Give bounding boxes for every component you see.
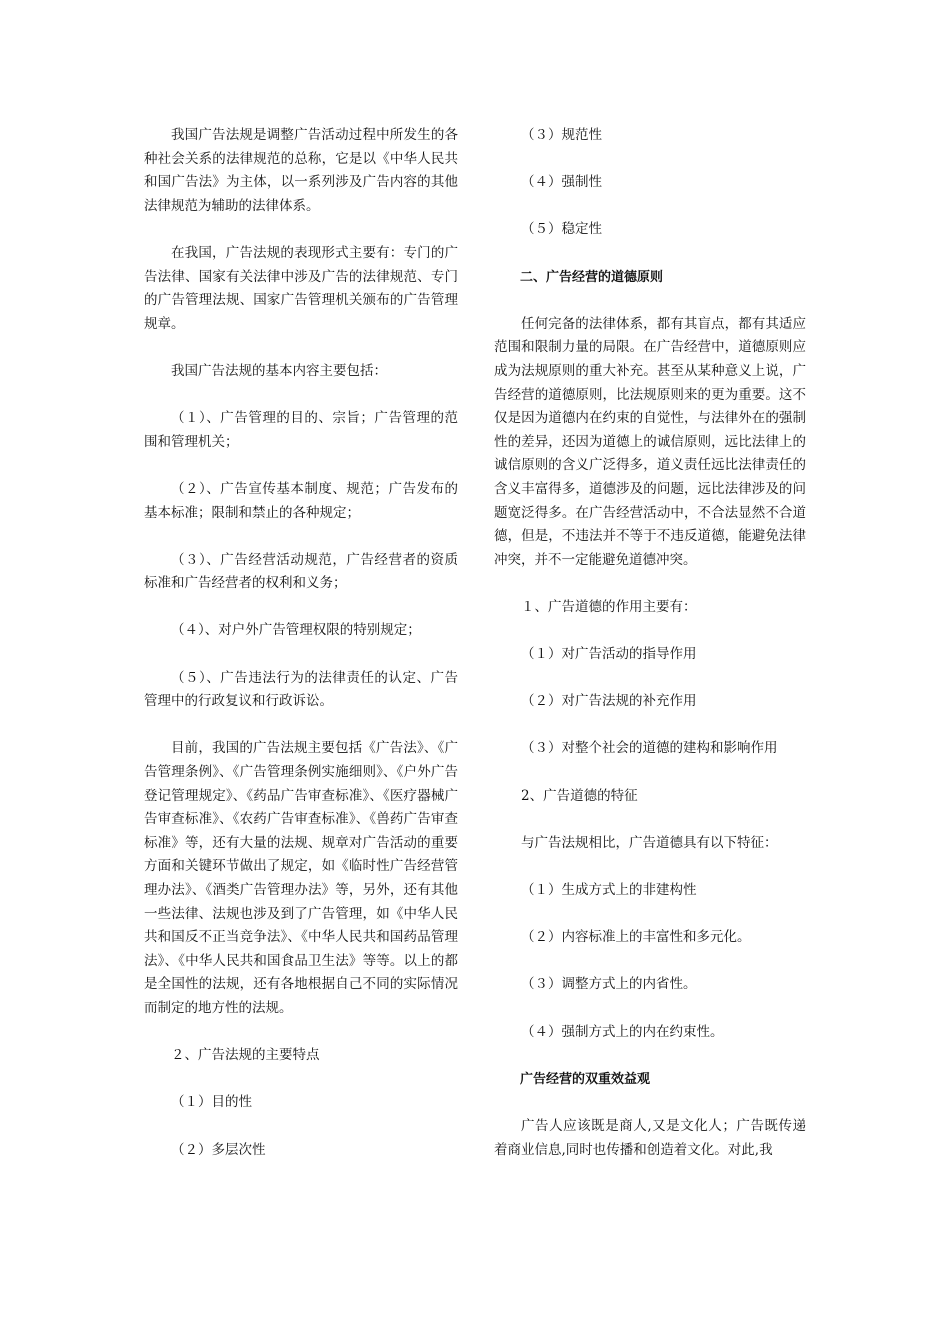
section-title: ２、广告法规的主要特点 xyxy=(171,1047,320,1064)
section-heading: 二、广告经营的道德原则 xyxy=(520,269,664,285)
list-item: （１）、广告管理的目的、宗旨；广告管理的范围和管理机关； xyxy=(144,410,458,450)
paragraph-definition: 我国广告法规是调整广告活动过程中所发生的各种社会关系的法律规范的总称，它是以《中华人民共和国广告法》为主体，以一系列涉及广告内容的其他法律规范为辅助的法律体系。 xyxy=(144,127,458,214)
list-item: （２）、广告宣传基本制度、规范；广告发布的基本标准；限制和禁止的各种规定； xyxy=(144,480,458,521)
list-item: （３）调整方式上的内省性。 xyxy=(521,976,697,993)
list-item: （５）稳定性 xyxy=(521,221,602,238)
list-item: （４）强制性 xyxy=(521,174,602,191)
paragraph-features-intro: 与广告法规相比，广告道德具有以下特征： xyxy=(521,834,778,851)
list-item: （１）目的性 xyxy=(171,1094,252,1111)
list-item: （５）、广告违法行为的法律责任的认定、广告管理中的行政复议和行政诉讼。 xyxy=(144,669,458,710)
list-item: （４）强制方式上的内在约束性。 xyxy=(521,1023,724,1040)
list-item: （３）对整个社会的道德的建构和影响作用 xyxy=(521,740,778,757)
paragraph-dual-benefit: 广告人应该既是商人,又是文化人；广告既传递着商业信息,同时也传播和创造着文化。对此,我 xyxy=(494,1117,806,1158)
paragraph-forms: 在我国，广告法规的表现形式主要有：专门的广告法律、国家有关法律中涉及广告的法律规范、专门的广告管理法规、国家广告管理机关颁布的广告管理规章。 xyxy=(144,244,458,332)
paragraph-ethics: 任何完备的法律体系，都有其盲点，都有其适应范围和限制力量的局限。在广告经营中，道德原则应成为法规原则的重大补充。甚至从某种意义上说，广告经营的道德原则，比法规原则来的更为重要。这不仅是因为道德内在约束的自觉性，与法律外在的强制性的差异，还因为道德上的诚信原则，远比法律上的诚信原则的含义广泛得多，道义责任远比法律责任的含义丰富得多，道德涉及的问题，远比法律涉及的问题宽泛得多。在广告经营活动中，不合法显然不合道德，但是，不违法并不等于不违反道德，能避免法律冲突，并不一定能避免道德冲突。 xyxy=(494,315,806,568)
subsection-title: 2、广告道德的特征 xyxy=(521,787,638,804)
paragraph-regulations-list: 目前，我国的广告法规主要包括《广告法》、《广告管理条例》、《广告管理条例实施细则》、《户外广告登记管理规定》、《药品广告审查标准》、《医疗器械广告审查标准》、《农药广告审查标准》、《兽药广告审查标准》等，还有大量的法规、规章对广告活动的重要方面和关键环节做出了规定，如《临时性广告经营管理办法》、《酒类广告管理办法》等，另外，还有其他一些法律、法规也涉及到了广告管理，如《中华人民共和国反不正当竞争法》、《中华人民共和国药品管理法》、《中华人民共和国食品卫生法》等等。以上的都是全国性的法规，还有各地根据自己不同的实际情况而制定的地方性的法规。 xyxy=(144,740,458,1016)
list-item: （２）多层次性 xyxy=(171,1141,266,1158)
right-column xyxy=(494,124,806,1162)
section-heading: 广告经营的双重效益观 xyxy=(520,1071,651,1087)
left-column xyxy=(144,124,458,1162)
list-item: （２）内容标准上的丰富性和多元化。 xyxy=(521,929,751,946)
paragraph-content-intro: 我国广告法规的基本内容主要包括： xyxy=(171,362,387,379)
list-item: （１）生成方式上的非建构性 xyxy=(521,882,697,898)
list-item: （４）、对户外广告管理权限的特别规定； xyxy=(171,622,421,639)
list-item: （３）规范性 xyxy=(521,127,602,143)
subsection-title: １、广告道德的作用主要有： xyxy=(521,598,697,615)
list-item: （１）对广告活动的指导作用 xyxy=(521,646,697,663)
list-item: （３）、广告经营活动规范，广告经营者的资质标准和广告经营者的权利和义务； xyxy=(144,551,458,592)
list-item: （２）对广告法规的补充作用 xyxy=(521,693,697,710)
